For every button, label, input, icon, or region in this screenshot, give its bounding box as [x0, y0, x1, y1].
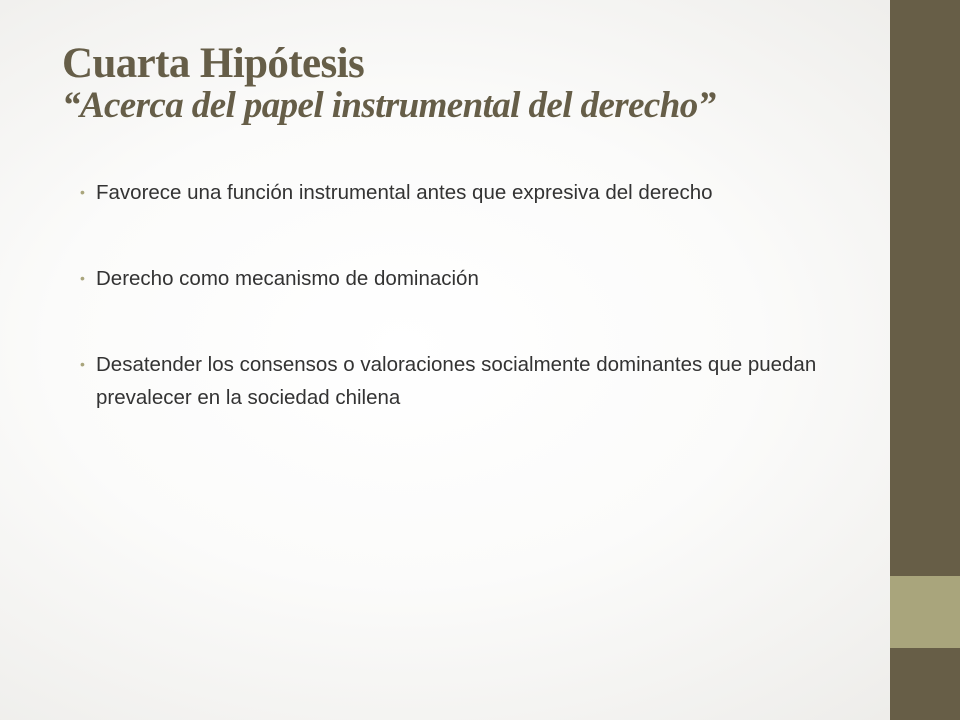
slide-title: Cuarta Hipótesis — [62, 40, 365, 87]
bullet-list — [80, 176, 850, 467]
bullet-text: Favorece una función instrumental antes que expresiva del derecho — [96, 181, 713, 204]
bullet-icon: • — [80, 270, 85, 286]
list-item — [80, 348, 850, 414]
sidebar-dark-bottom — [890, 648, 960, 720]
bullet-text: Derecho como mecanismo de dominación — [96, 267, 479, 290]
sidebar-dark-top — [890, 0, 960, 576]
bullet-icon: • — [80, 356, 85, 372]
list-item — [80, 262, 850, 295]
bullet-text: Desatender los consensos o valoraciones socialmente dominantes que puedan prevalecer en la sociedad chilena — [96, 353, 817, 409]
slide-title-block — [62, 42, 872, 125]
slide-subtitle: “Acerca del papel instrumental del derecho” — [62, 84, 716, 126]
sidebar-light-accent — [890, 576, 960, 648]
list-item — [80, 176, 850, 209]
bullet-icon: • — [80, 184, 85, 200]
